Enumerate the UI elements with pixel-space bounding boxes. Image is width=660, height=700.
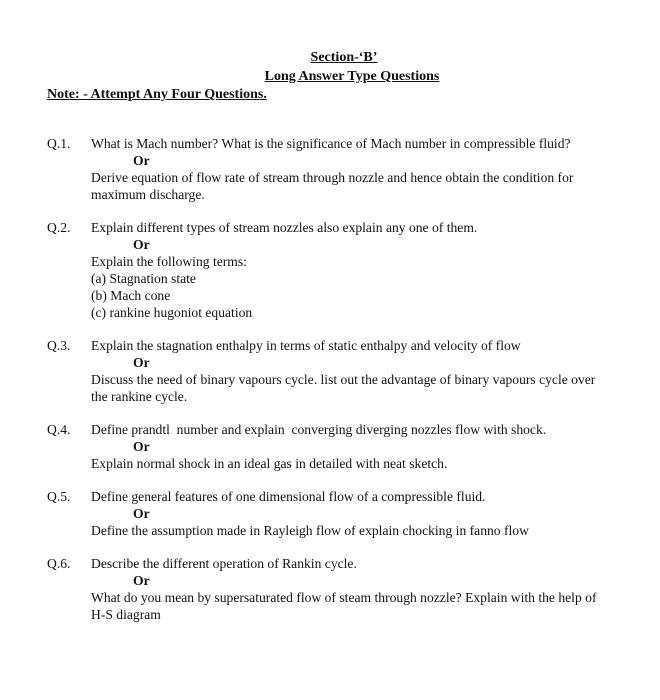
alternate-question-text: Explain the following terms: bbox=[91, 254, 247, 269]
question-number: Q.2. bbox=[47, 220, 71, 235]
question-body bbox=[91, 219, 651, 321]
question-body bbox=[91, 555, 651, 623]
alternate-question-text: Discuss the need of binary vapours cycle. list out the advantage of binary vapours cycle over bbox=[91, 372, 596, 387]
alternate-question-text: (c) rankine hugoniot equation bbox=[91, 305, 253, 320]
or-separator: Or bbox=[133, 506, 150, 521]
alternate-question-text: Derive equation of flow rate of stream through nozzle and hence obtain the condition for bbox=[91, 170, 574, 185]
section-title: Section-‘B’ bbox=[310, 50, 378, 65]
or-separator: Or bbox=[133, 573, 150, 588]
question-text: Define general features of one dimensional flow of a compressible fluid. bbox=[91, 489, 486, 504]
page-subtitle: Long Answer Type Questions bbox=[264, 69, 440, 84]
alternate-question-text: Define the assumption made in Rayleigh flow of explain chocking in fanno flow bbox=[91, 523, 529, 538]
or-separator: Or bbox=[133, 153, 150, 168]
alternate-question-text: Explain normal shock in an ideal gas in detailed with neat sketch. bbox=[91, 456, 448, 471]
question-body bbox=[91, 135, 651, 203]
question-number: Q.4. bbox=[47, 422, 71, 437]
question-number: Q.3. bbox=[47, 338, 71, 353]
question-text: What is Mach number? What is the significance of Mach number in compressible fluid? bbox=[91, 136, 571, 151]
or-separator: Or bbox=[133, 355, 150, 370]
question-number: Q.1. bbox=[47, 136, 71, 151]
alternate-question-text: (a) Stagnation state bbox=[91, 271, 196, 286]
question-number: Q.6. bbox=[47, 556, 71, 571]
question-text: Describe the different operation of Rankin cycle. bbox=[91, 556, 357, 571]
or-separator: Or bbox=[133, 439, 150, 454]
question-text: Explain different types of stream nozzles also explain any one of them. bbox=[91, 220, 478, 235]
question-text: Explain the stagnation enthalpy in terms of static enthalpy and velocity of flow bbox=[91, 338, 521, 353]
question-body bbox=[91, 337, 651, 405]
alternate-question-text: H-S diagram bbox=[91, 607, 161, 622]
question-body bbox=[91, 488, 651, 539]
alternate-question-text: maximum discharge. bbox=[91, 187, 205, 202]
question-text: Define prandtl number and explain converging diverging nozzles flow with shock. bbox=[91, 422, 547, 437]
question-body bbox=[91, 421, 651, 472]
note-instruction: Note: - Attempt Any Four Questions. bbox=[47, 87, 267, 102]
alternate-question-text: the rankine cycle. bbox=[91, 389, 188, 404]
alternate-question-text: (b) Mach cone bbox=[91, 288, 171, 303]
alternate-question-text: What do you mean by supersaturated flow of steam through nozzle? Explain with the help of bbox=[91, 590, 597, 605]
or-separator: Or bbox=[133, 237, 150, 252]
question-number: Q.5. bbox=[47, 489, 71, 504]
